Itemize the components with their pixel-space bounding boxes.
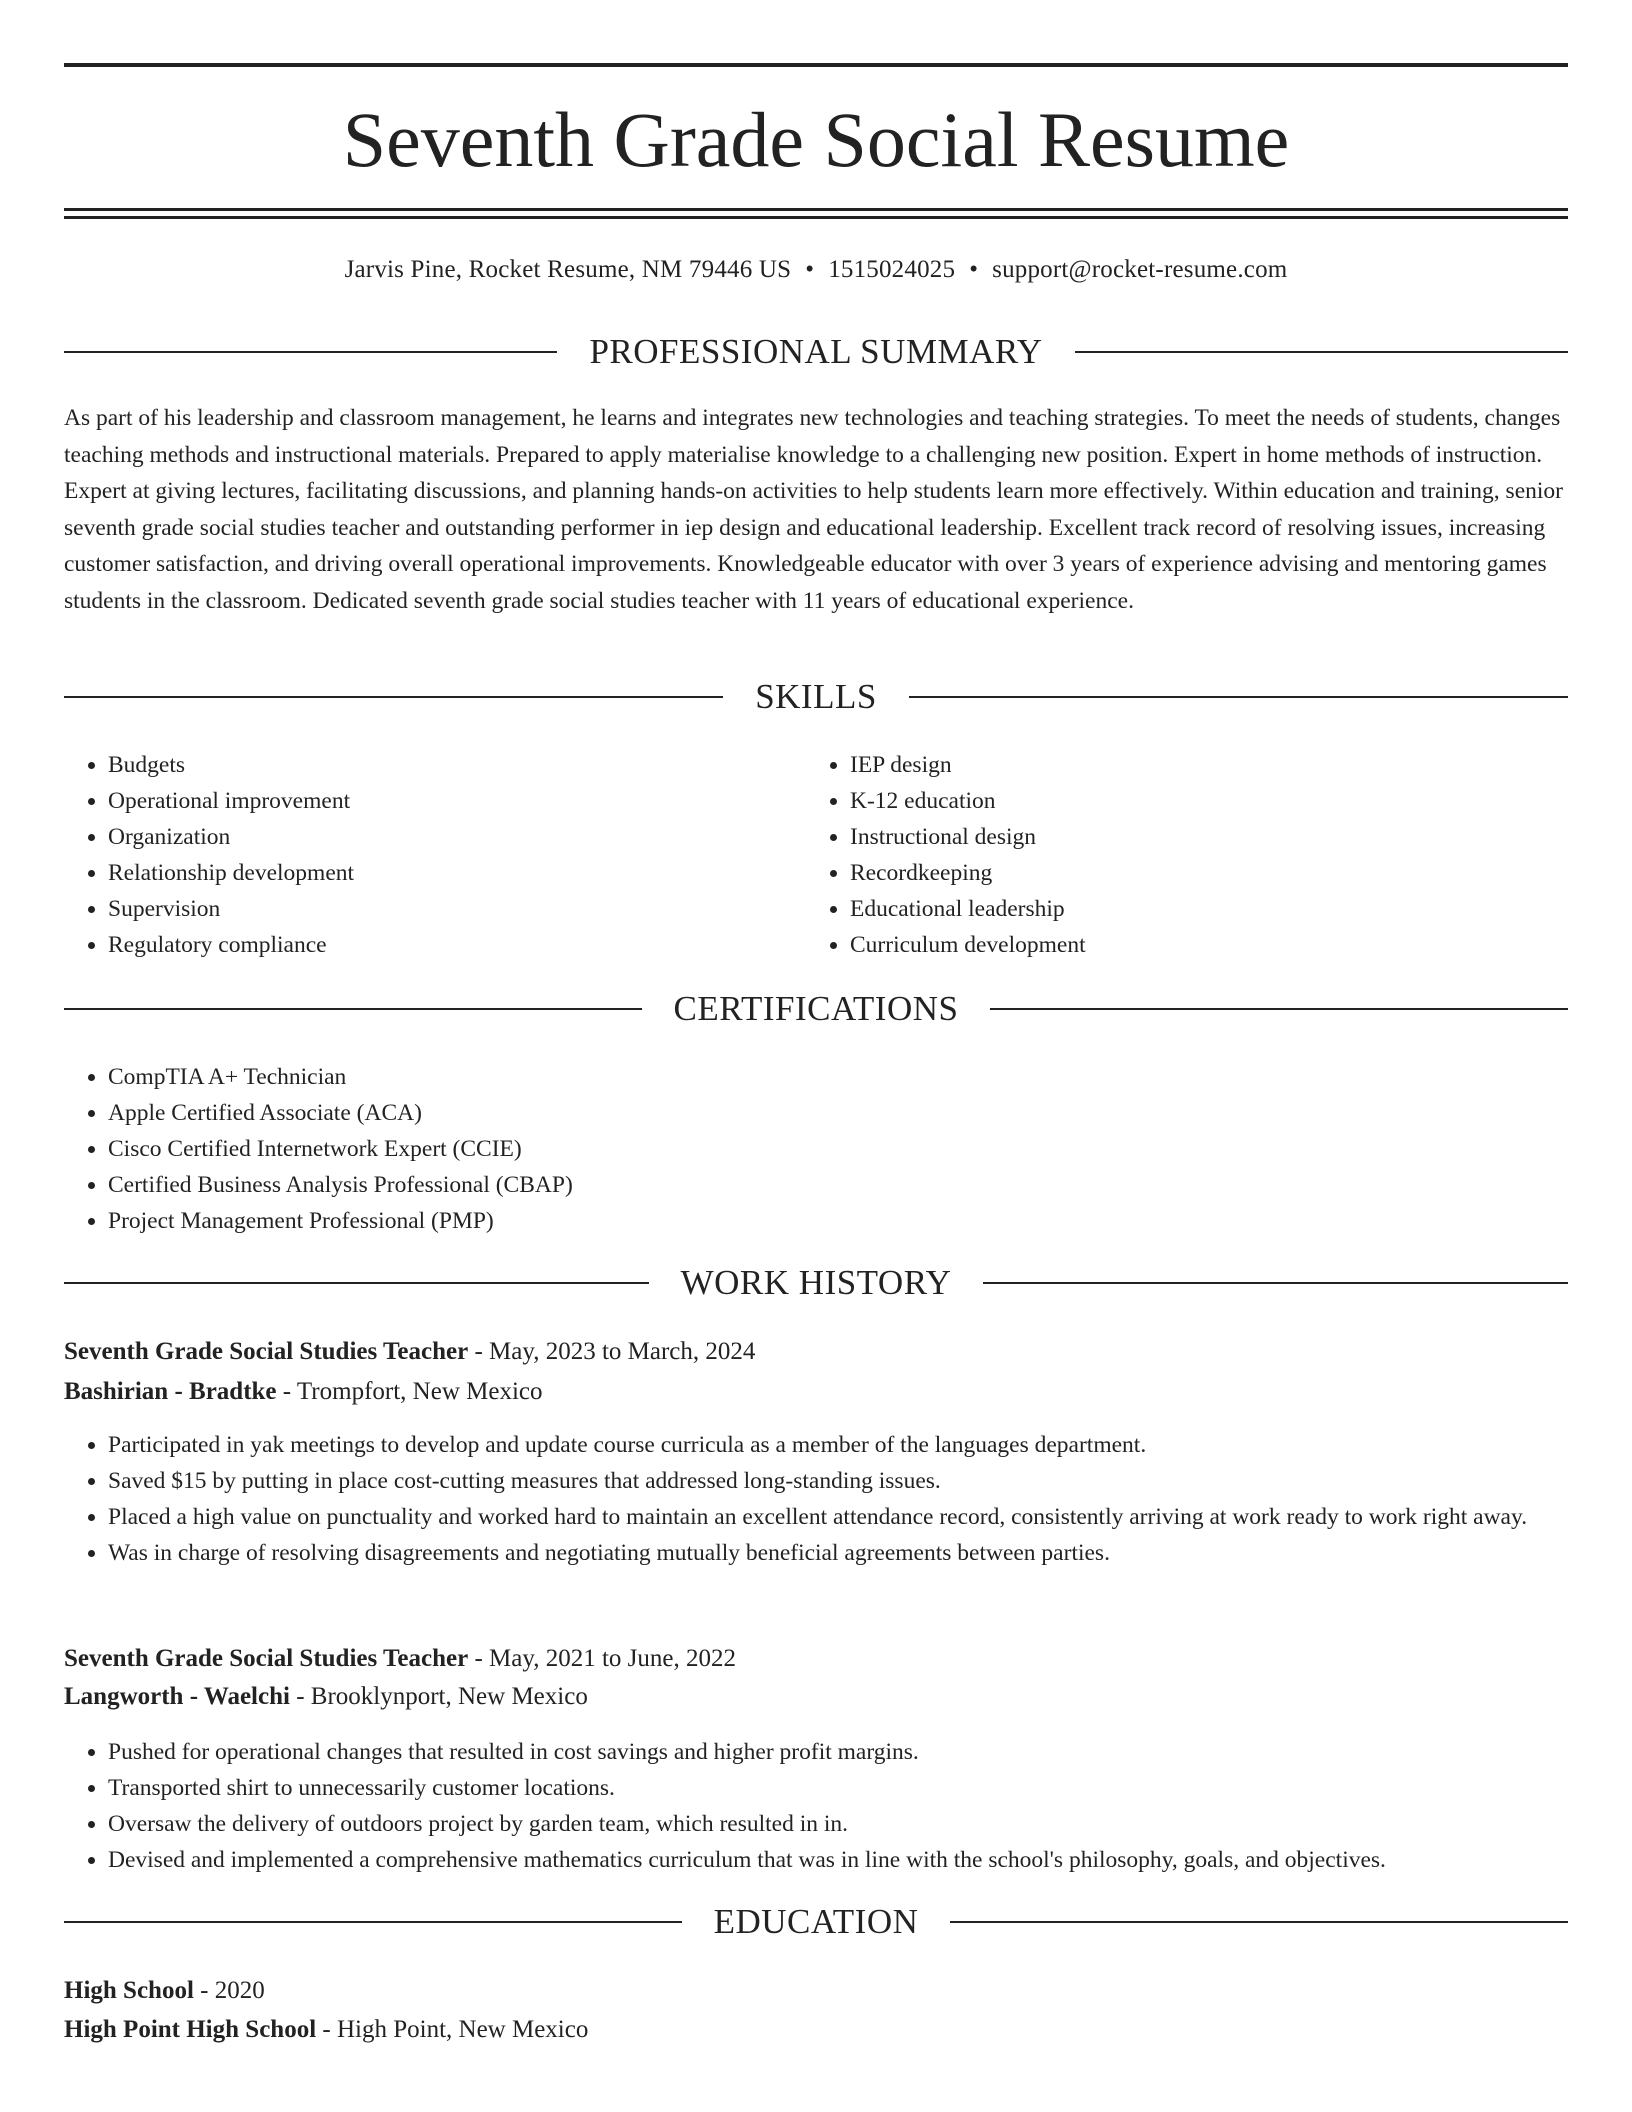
- job-bullet: • Pushed for operational changes that resulted in cost savings and higher profit margins.: [108, 1734, 1568, 1770]
- job-bullet: • Oversaw the delivery of outdoors project by garden team, which resulted in in.: [108, 1806, 1568, 1842]
- heading-rule: [64, 1921, 682, 1923]
- heading-rule: [990, 1008, 1568, 1010]
- header-top-rule: [64, 63, 1568, 67]
- skill-item: • Operational improvement: [108, 783, 764, 819]
- certifications-list: [64, 1059, 1568, 1239]
- heading-rule: [1075, 351, 1568, 353]
- skills-column-right: [806, 747, 1506, 963]
- skill-item: • Instructional design: [850, 819, 1506, 855]
- contact-separator: •: [805, 256, 815, 283]
- section-heading-label: SKILLS: [755, 677, 877, 716]
- contact-phone: 1515024025: [828, 256, 956, 283]
- summary-paragraph: As part of his leadership and classroom management, he learns and integrates new technologies and teaching strategies. To meet the needs of students, changes teaching methods and instructional materials. Prepared to apply materialise knowledge to a challenging new position. Expert in home methods of instruction. Expert at giving lectures, facilitating discussions, and planning hands-on activities to help students learn more effectively. Within education and training, senior seventh grade social studies teacher and outstanding performer in iep design and educational leadership. Excellent track record of resolving issues, increasing customer satisfaction, and driving overall operational improvements. Knowledgeable educator with over 3 years of experience advising and mentoring games students in the classroom. Dedicated seventh grade social studies teacher with 11 years of educational experience.: [64, 405, 1563, 614]
- section-heading-label: EDUCATION: [713, 1902, 919, 1941]
- job-role: Seventh Grade Social Studies Teacher: [64, 1338, 469, 1365]
- section-heading-label: PROFESSIONAL SUMMARY: [589, 332, 1043, 371]
- contact-line: [64, 252, 1568, 288]
- heading-rule: [983, 1282, 1568, 1284]
- job-dates: - May, 2021 to June, 2022: [468, 1645, 736, 1672]
- education-degree: High School: [64, 1977, 194, 2004]
- job-role-line: [64, 1640, 1568, 1678]
- section-heading-summary: [64, 330, 1568, 374]
- heading-rule: [64, 696, 723, 698]
- job-bullet: • Saved $15 by putting in place cost-cutting measures that addressed long-standing issues.: [108, 1463, 1568, 1499]
- skill-item: • Budgets: [108, 747, 764, 783]
- job-bullet: • Devised and implemented a comprehensive mathematics curriculum that was in line with the school's philosophy, goals, and objectives.: [108, 1842, 1568, 1878]
- certification-item: • CompTIA A+ Technician: [108, 1059, 1568, 1095]
- job-company-line: [64, 1678, 1568, 1716]
- job-location: - Trompfort, New Mexico: [276, 1378, 543, 1405]
- heading-rule: [950, 1921, 1568, 1923]
- education-school-line: [64, 2011, 1568, 2049]
- skill-item: • K-12 education: [850, 783, 1506, 819]
- section-heading-label: CERTIFICATIONS: [673, 989, 959, 1028]
- contact-separator: •: [969, 256, 979, 283]
- heading-rule: [909, 696, 1568, 698]
- section-heading-education: [64, 1900, 1568, 1944]
- heading-rule: [64, 351, 557, 353]
- skill-item: • Educational leadership: [850, 891, 1506, 927]
- job-bullets: [64, 1734, 1568, 1878]
- resume-title: Seventh Grade Social Resume: [342, 96, 1290, 183]
- heading-rule: [64, 1008, 642, 1010]
- job-company: Langworth - Waelchi: [64, 1683, 290, 1710]
- skill-item: • IEP design: [850, 747, 1506, 783]
- job-role-line: [64, 1333, 1568, 1371]
- job-bullet: • Was in charge of resolving disagreements and negotiating mutually beneficial agreements between parties.: [108, 1535, 1568, 1571]
- section-heading-work-history: [64, 1261, 1568, 1305]
- skill-item: • Regulatory compliance: [108, 927, 764, 963]
- job-bullet: • Participated in yak meetings to develop and update course curricula as a member of the languages department.: [108, 1427, 1568, 1463]
- section-heading-skills: [64, 675, 1568, 719]
- header-bottom-rule-second: [64, 216, 1568, 219]
- certification-item: • Cisco Certified Internetwork Expert (CCIE): [108, 1131, 1568, 1167]
- section-heading-label: WORK HISTORY: [680, 1263, 952, 1302]
- job-company-line: [64, 1373, 1568, 1411]
- job-bullet: • Transported shirt to unnecessarily customer locations.: [108, 1770, 1568, 1806]
- certification-item: • Apple Certified Associate (ACA): [108, 1095, 1568, 1131]
- skill-item: • Organization: [108, 819, 764, 855]
- skills-column-left: [64, 747, 764, 963]
- job-dates: - May, 2023 to March, 2024: [468, 1338, 756, 1365]
- job-company: Bashirian - Bradtke: [64, 1378, 277, 1405]
- header-bottom-rule: [64, 208, 1568, 211]
- section-heading-certifications: [64, 987, 1568, 1031]
- job-bullets: [64, 1427, 1568, 1571]
- skill-item: • Supervision: [108, 891, 764, 927]
- skill-item: • Curriculum development: [850, 927, 1506, 963]
- heading-rule: [64, 1282, 649, 1284]
- certification-item: • Certified Business Analysis Professional (CBAP): [108, 1167, 1568, 1203]
- education-location: - High Point, New Mexico: [316, 2016, 589, 2043]
- contact-address: Jarvis Pine, Rocket Resume, NM 79446 US: [344, 256, 792, 283]
- job-role: Seventh Grade Social Studies Teacher: [64, 1645, 469, 1672]
- skill-item: • Relationship development: [108, 855, 764, 891]
- job-bullet: • Placed a high value on punctuality and worked hard to maintain an excellent attendance record, consistently arriving at work ready to work right away.: [108, 1499, 1568, 1535]
- contact-email: support@rocket-resume.com: [992, 256, 1288, 283]
- education-degree-line: [64, 1972, 1568, 2010]
- skill-item: • Recordkeeping: [850, 855, 1506, 891]
- education-year: - 2020: [193, 1977, 265, 2004]
- certification-item: • Project Management Professional (PMP): [108, 1203, 1568, 1239]
- education-school: High Point High School: [64, 2016, 317, 2043]
- job-location: - Brooklynport, New Mexico: [289, 1683, 588, 1710]
